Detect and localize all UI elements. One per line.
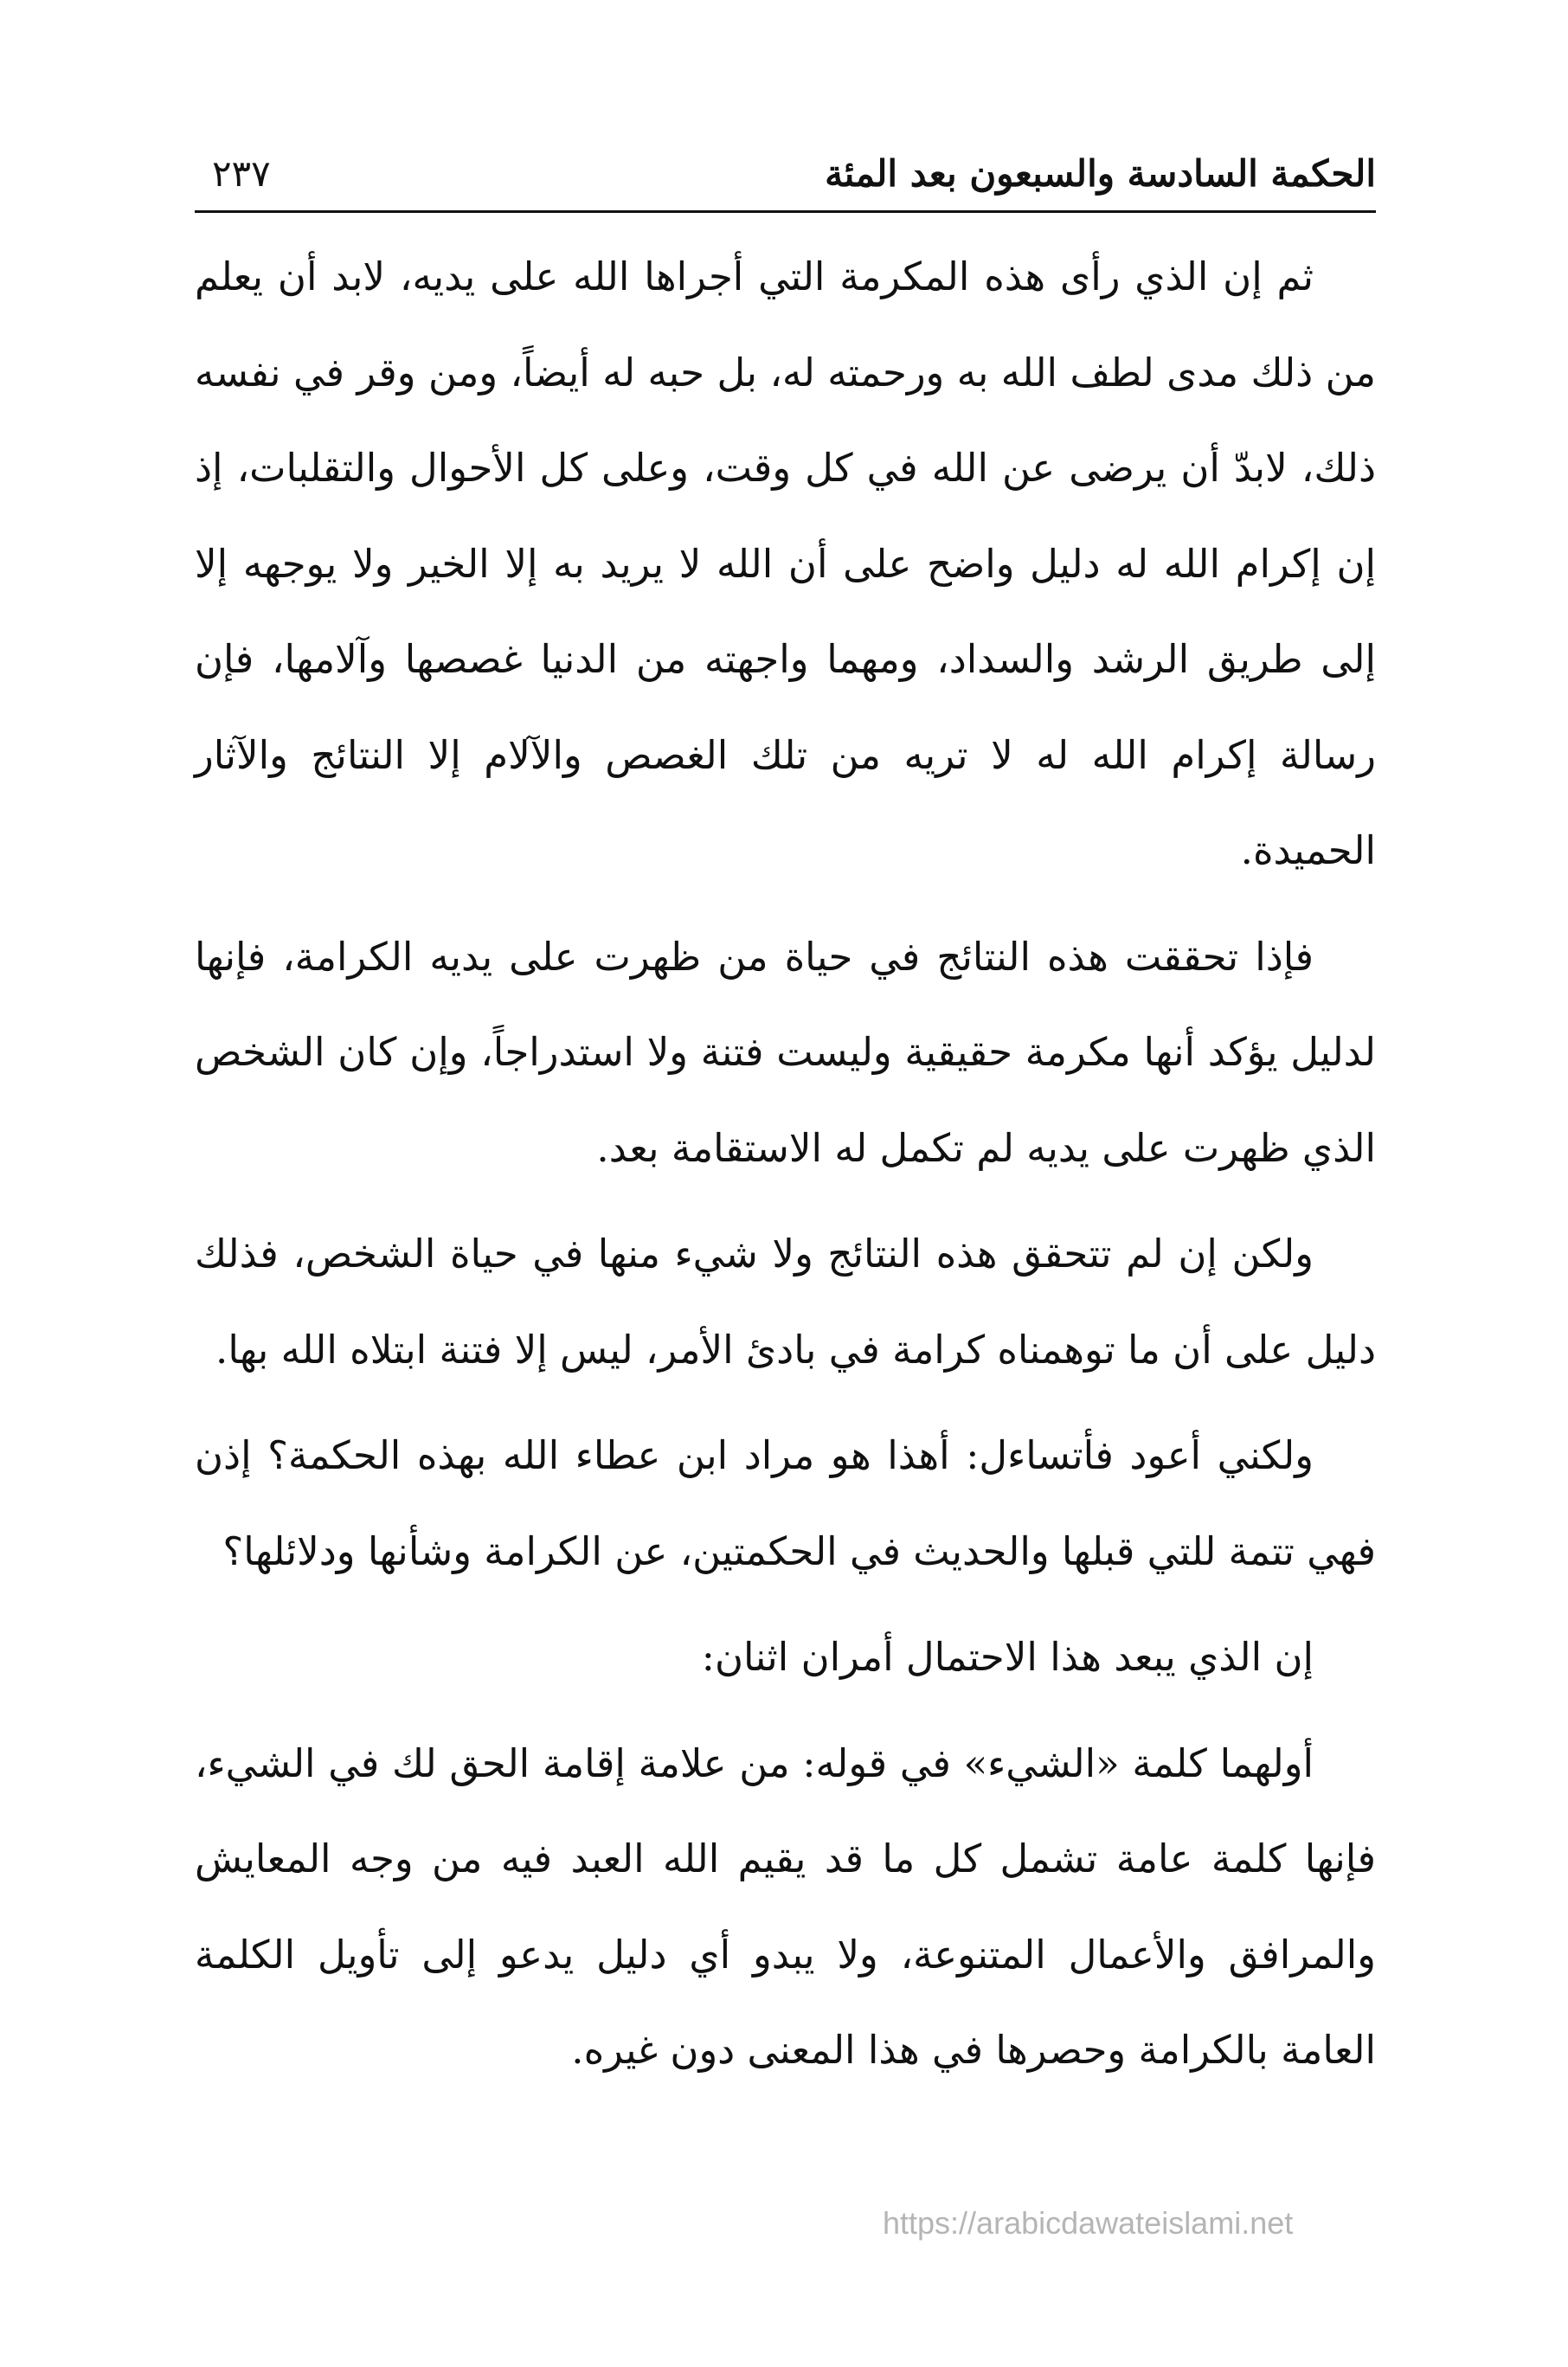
paragraph: ولكن إن لم تتحقق هذه النتائج ولا شيء منها في حياة الشخص، فذلك دليل على أن ما توهمناه كرامة في بادئ الأمر، ليس إلا فتنة ابتلاه الله بها. xyxy=(195,1231,1376,1373)
page-number: ٢٣٧ xyxy=(212,152,271,195)
paragraph: ولكني أعود فأتساءل: أهذا هو مراد ابن عطاء الله بهذه الحكمة؟ إذن فهي تتمة للتي قبلها والحديث في الحكمتين، عن الكرامة وشأنها ودلائلها؟ xyxy=(195,1432,1376,1574)
paragraph: أولهما كلمة «الشيء» في قوله: من علامة إقامة الحق لك في الشيء، فإنها كلمة عامة تشمل كل ما قد يقيم الله العبد فيه من وجه المعايش والمرافق والأعمال المتنوعة، ولا يبدو أي دليل يدعو إلى تأويل الكلمة العامة بالكرامة وحصرها في هذا المعنى دون غيره. xyxy=(195,1740,1376,2073)
paragraph: فإذا تحققت هذه النتائج في حياة من ظهرت على يديه الكرامة، فإنها لدليل يؤكد أنها مكرمة حقيقية وليست فتنة ولا استدراجاً، وإن كان الشخص الذي ظهرت على يديه لم تكمل له الاستقامة بعد. xyxy=(195,933,1376,1171)
watermark-url: https://arabicdawateislami.net xyxy=(883,2205,1294,2241)
page-header xyxy=(195,147,1376,208)
running-title: الحكمة السادسة والسبعون بعد المئة xyxy=(825,152,1376,195)
paragraph: ثم إن الذي رأى هذه المكرمة التي أجراها الله على يديه، لابد أن يعلم من ذلك مدى لطف الله به ورحمته له، بل حبه له أيضاً، ومن وقر في نفسه ذلك، لابدّ أن يرضى عن الله في كل وقت، وعلى كل الأحوال والتقلبات، إذ إن إكرام الله له دليل واضح على أن الله لا يريد به إلا الخير ولا يوجهه إلا إلى طريق الرشد والسداد، ومهما واجهته من الدنيا غصصها وآلامها، فإن رسالة إكرام الله له لا تريه من تلك الغصص والآلام إلا النتائج والآثار الحميدة. xyxy=(195,254,1376,873)
body-text xyxy=(195,229,1376,2099)
paragraph: إن الذي يبعد هذا الاحتمال أمران اثنان: xyxy=(701,1634,1314,1680)
header-divider xyxy=(195,210,1376,213)
